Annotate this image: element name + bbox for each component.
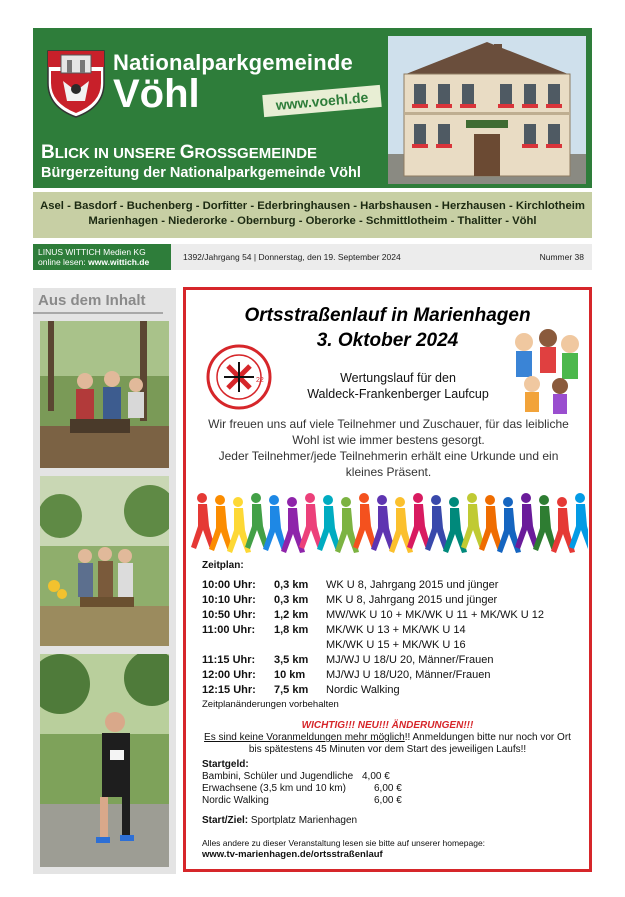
kids-illustration [508,326,586,418]
runner-silhouette-icon [515,493,539,549]
runner-silhouette-icon [371,495,395,551]
contents-sidebar [33,288,176,874]
warning-banner: WICHTIG!!! NEU!!! ÄNDERUNGEN!!! [301,720,474,731]
masthead-headline: BLICK IN UNSERE GROSSGEMEINDE [41,142,318,163]
notice-underlined: Es sind keine Voranmeldungen mehr möglich [204,732,405,743]
fees-heading: Startgeld: [202,759,249,770]
schedule-row: 11:15 Uhr: 3,5 km MJ/WJ U 18/U 20, Männer/Frauen [202,654,494,666]
website-link[interactable]: www.voehl.de [262,85,381,117]
schedule-row: 11:00 Uhr: 1,8 km MK/WK U 13 + MK/WK U 14 [202,624,466,636]
event-subtitle: Wertungslauf für den [340,371,456,385]
runner-silhouette-icon [191,493,215,549]
runner-silhouette-icon [353,493,377,549]
runner-silhouette-icon [263,495,287,551]
intro-line: kleines Präsent. [345,465,432,479]
schedule-note: Zeitplanänderungen vorbehalten [202,699,339,710]
villages-line: Marienhagen - Niederorke - Obernburg - Oberorke - Schmittlotheim - Thalitter - Vöhl [88,215,537,227]
masthead-organization: Nationalparkgemeinde [113,50,353,75]
intro-line: Wohl ist wie immer bestens gesorgt. [292,433,485,447]
fees-table [202,771,502,807]
event-poster [183,287,592,872]
runner-silhouette-icon [479,495,503,551]
town-hall-photo [388,36,586,184]
runner-silhouette-icon [407,493,431,549]
more-info: Alles andere zu dieser Veranstaltung lesen sie bitte auf unserer homepage: [202,838,486,848]
villages-band [33,192,592,238]
divider [33,312,163,314]
runner-silhouette-icon [461,493,485,549]
event-intro [196,416,581,480]
fee-row: Bambini, Schüler und Jugendliche 4,00 € [202,771,390,782]
event-title: Ortsstraßenlauf in Marienhagen [244,305,531,326]
runner-silhouette-icon [299,493,323,549]
club-logo-icon [206,344,272,410]
issue-info-bar [33,244,592,270]
villages-line: Asel - Basdorf - Buchenberg - Dorfitter - Ederbringhausen - Harbshausen - Herzhausen - Kirchlotheim [40,200,585,212]
issue-date: 1392/Jahrgang 54 | Donnerstag, den 19. September 2024 [183,252,401,262]
contents-title: Aus dem Inhalt [38,292,146,309]
runner-silhouette-icon [425,495,449,551]
coat-of-arms-icon [45,47,107,119]
runner-photo [40,654,169,867]
publisher-link[interactable]: www.wittich.de [88,257,150,267]
schedule-row: MK/WK U 15 + MK/WK U 16 [326,639,466,651]
runners-silhouettes [190,488,588,554]
masthead-town: Vöhl [113,72,200,116]
schedule-table [202,579,582,699]
event-subtitle: Waldeck-Frankenberger Laufcup [307,387,489,401]
group-garden-photo [40,476,169,646]
registration-notice: Es sind keine Voranmeldungen mehr möglich!! Anmeldungen bitte nur noch vor Ort bis spätestens 45 Minuten vor dem Start des jeweiligen Laufs!! [186,732,589,756]
masthead [33,28,592,188]
masthead-subtitle: Bürgerzeitung der Nationalparkgemeinde Vöhl [41,165,361,181]
runner-silhouette-icon [209,495,233,551]
schedule-row: 12:15 Uhr: 7,5 km Nordic Walking [202,684,400,696]
runner-silhouette-icon [569,493,588,549]
issue-number: Nummer 38 [539,252,584,262]
schedule-heading: Zeitplan: [202,560,244,571]
notice-line: bis spätestens 45 Minuten vor dem Start des jeweiligen Laufs!! [248,744,527,755]
schedule-row: 10:10 Uhr: 0,3 km MK U 8, Jahrgang 2015 und jünger [202,594,498,606]
fee-row: Erwachsene (3,5 km und 10 km) 6,00 € [202,783,402,794]
fee-row: Nordic Walking 6,00 € [202,795,402,806]
start-finish: Start/Ziel: Sportplatz Marienhagen [202,815,358,826]
publisher-name: LINUS WITTICH Medien KG [38,247,146,257]
event-homepage-link[interactable]: www.tv-marienhagen.de/ortsstraßenlauf [202,849,383,860]
online-read: online lesen: www.wittich.de [38,257,150,267]
group-forest-photo [40,321,169,468]
publisher-box [33,244,171,270]
club-logo-year: 22 [256,377,264,384]
intro-line: Jeder Teilnehmer/jede Teilnehmerin erhält eine Urkunde und ein [218,449,559,463]
intro-line: Wir freuen uns auf viele Teilnehmer und Zuschauer, für das leibliche [208,417,569,431]
runner-silhouette-icon [533,495,557,551]
schedule-row: 10:00 Uhr: 0,3 km WK U 8, Jahrgang 2015 und jünger [202,579,499,591]
schedule-row: 10:50 Uhr: 1,2 km MW/WK U 10 + MK/WK U 11 + MK/WK U 12 [202,609,545,621]
runner-silhouette-icon [245,493,269,549]
runner-silhouette-icon [317,495,341,551]
event-date: 3. Oktober 2024 [316,330,459,351]
schedule-row: 12:00 Uhr: 10 km MJ/WJ U 18/U20, Männer/Frauen [202,669,491,681]
